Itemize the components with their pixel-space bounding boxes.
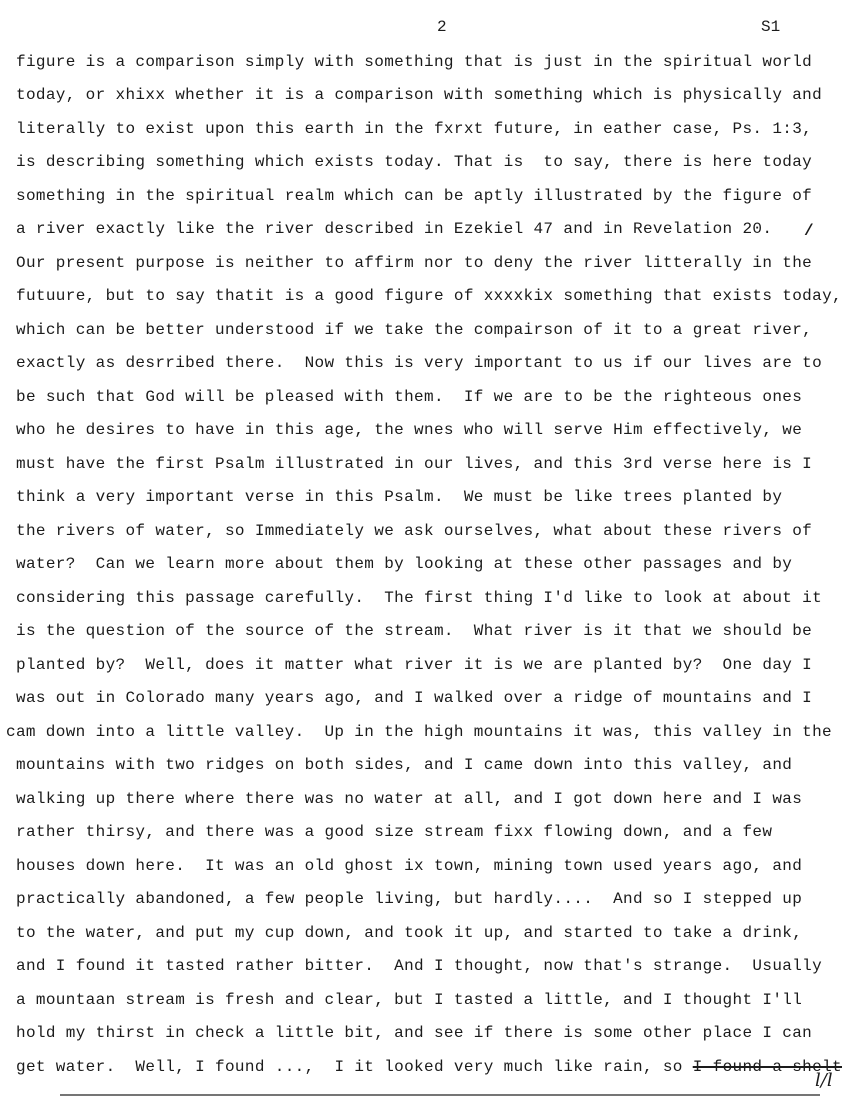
text-line-24: rather thirsy, and there was a good size stream fixx flowing down, and a few — [16, 823, 773, 841]
page-header — [0, 18, 848, 42]
text-line-17: considering this passage carefully. The first thing I'd like to look at about it — [16, 589, 823, 607]
text-line-25: houses down here. It was an old ghost ix town, mining town used years ago, and — [16, 857, 803, 875]
text-line-21: cam down into a little valley. Up in the high mountains it was, this valley in the — [6, 723, 832, 741]
handwritten-margin-note: l/l — [815, 1070, 833, 1091]
text-line-30: hold my thirst in check a little bit, and see if there is some other place I can — [16, 1024, 813, 1042]
text-line-29: a mountaan stream is fresh and clear, but I tasted a little, and I thought I'll — [16, 991, 803, 1009]
text-line-31-main: get water. Well, I found ..., I it looked very much like rain, so — [16, 1058, 683, 1076]
text-line-16: water? Can we learn more about them by looking at these other passages and by — [16, 555, 793, 573]
text-line-22: mountains with two ridges on both sides, and I came down into this valley, and — [16, 756, 793, 774]
text-line-27: to the water, and put my cup down, and took it up, and started to take a drink, — [16, 924, 803, 942]
page-number: 2 — [437, 18, 447, 36]
bottom-edge-rule — [60, 1094, 820, 1096]
struck-out-text: I found a shelt — [692, 1058, 842, 1076]
text-line-4: is describing something which exists today. That is to say, there is here today — [16, 153, 813, 171]
text-line-20: was out in Colorado many years ago, and I walked over a ridge of mountains and I — [16, 689, 813, 707]
text-line-13: must have the first Psalm illustrated in our lives, and this 3rd verse here is I — [16, 455, 813, 473]
text-line-1: figure is a comparison simply with something that is just in the spiritual world — [16, 53, 813, 71]
text-line-14: think a very important verse in this Psalm. We must be like trees planted by — [16, 488, 783, 506]
text-line-5: something in the spiritual realm which can be aptly illustrated by the figure of — [16, 187, 813, 205]
text-line-23: walking up there where there was no water at all, and I got down here and I was — [16, 790, 803, 808]
text-line-11: be such that God will be pleased with them. If we are to be the righteous ones — [16, 388, 803, 406]
text-line-6: a river exactly like the river described in Ezekiel 47 and in Revelation 20. — [16, 220, 773, 238]
text-line-19: planted by? Well, does it matter what river it is we are planted by? One day I — [16, 656, 813, 674]
text-line-18: is the question of the source of the stream. What river is it that we should be — [16, 622, 813, 640]
text-line-2: today, or xhixx whether it is a comparison with something which is physically and — [16, 86, 823, 104]
text-line-9: which can be better understood if we take the compairson of it to a great river, — [16, 321, 813, 339]
text-line-10: exactly as desrribed there. Now this is very important to us if our lives are to — [16, 354, 823, 372]
text-line-12: who he desires to have in this age, the wnes who will serve Him effectively, we — [16, 421, 803, 439]
text-line-31 — [16, 1051, 842, 1084]
text-line-26: practically abandoned, a few people living, but hardly.... And so I stepped up — [16, 890, 803, 908]
margin-correction-mark: / — [804, 222, 814, 240]
text-line-7: Our present purpose is neither to affirm nor to deny the river litterally in the — [16, 254, 813, 272]
text-line-28: and I found it tasted rather bitter. And I thought, now that's strange. Usually — [16, 957, 823, 975]
text-line-3: literally to exist upon this earth in the fxrxt future, in eather case, Ps. 1:3, — [16, 120, 813, 138]
text-line-8: futuure, but to say thatit is a good figure of xxxxkix something that exists today, — [16, 287, 842, 305]
series-code: S1 — [761, 18, 781, 36]
text-line-15: the rivers of water, so Immediately we ask ourselves, what about these rivers of — [16, 522, 813, 540]
